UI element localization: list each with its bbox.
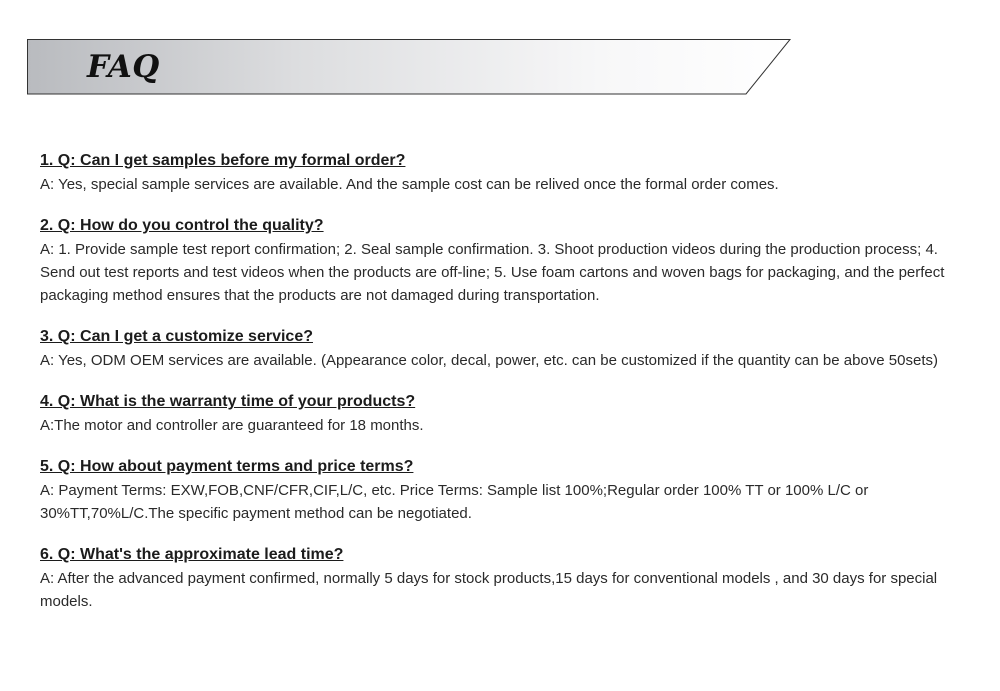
faq-item	[40, 215, 975, 307]
faq-question: 5. Q: How about payment terms and price terms?	[40, 458, 414, 475]
faq-item	[40, 326, 975, 372]
faq-banner	[27, 39, 793, 95]
faq-answer: A: Payment Terms: EXW,FOB,CNF/CFR,CIF,L/C, etc. Price Terms: Sample list 100%;Regular order 100% TT or 100% L/C or 30%TT,70%L/C.The specific payment method can be negotiated.	[40, 482, 869, 522]
faq-item	[40, 150, 975, 196]
faq-question: 6. Q: What's the approximate lead time?	[40, 546, 344, 563]
faq-list	[40, 150, 975, 632]
faq-answer: A: After the advanced payment confirmed, normally 5 days for stock products,15 days for conventional models , and 30 days for special models.	[40, 570, 938, 610]
faq-item	[40, 456, 975, 525]
faq-question: 2. Q: How do you control the quality?	[40, 217, 324, 234]
faq-answer: A: Yes, special sample services are available. And the sample cost can be relived once the formal order comes.	[40, 176, 779, 193]
page-title: FAQ	[87, 49, 160, 85]
faq-answer: A: Yes, ODM OEM services are available. (Appearance color, decal, power, etc. can be customized if the quantity can be above 50sets)	[40, 352, 938, 369]
faq-question: 3. Q: Can I get a customize service?	[40, 328, 313, 345]
faq-answer: A:The motor and controller are guaranteed for 18 months.	[40, 417, 424, 434]
faq-answer: A: 1. Provide sample test report confirmation; 2. Seal sample confirmation. 3. Shoot production videos during the production process; 4. Send out test reports and test videos when the products are off-line; 5. Use foam cartons and woven bags for packaging, and the perfect packaging method ensures that the products are not damaged during transportation.	[40, 241, 945, 304]
faq-question: 4. Q: What is the warranty time of your products?	[40, 393, 416, 410]
faq-item	[40, 544, 975, 613]
faq-item	[40, 391, 975, 437]
faq-question: 1. Q: Can I get samples before my formal order?	[40, 152, 406, 169]
